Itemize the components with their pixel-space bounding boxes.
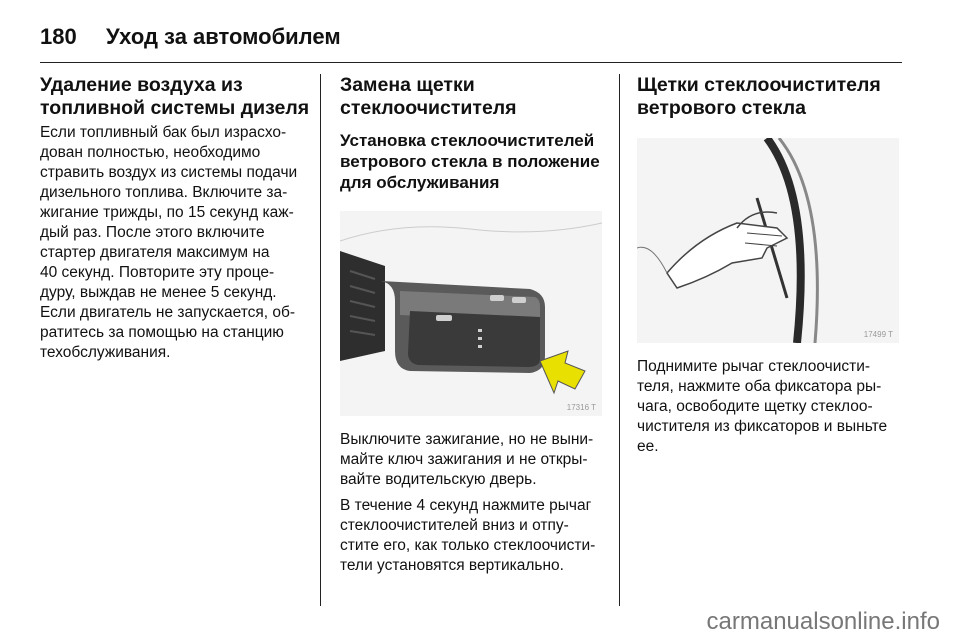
paragraph-press-lever: В течение 4 секунд нажмите рычаг стеклоочистителей вниз и отпу- стите его, как только стеклоочисти- тели установятся вертикально. [340,497,596,574]
heading-wiper-replacement: Замена щетки стеклоочистителя [340,74,517,119]
column-wiper-replacement [340,74,610,576]
wiper-blade-illustration [637,138,899,343]
page-header [40,22,341,52]
subheading-service-position: Установка стеклоочистителей ветрового стекла в положение для обслуживания [340,131,600,192]
paragraph-fuel-bleed: Если топливный бак был израсхо- дован полностью, необходимо стравить воздух из системы подачи дизельного топлива. Включите за- жигание трижды, по 15 секунд каж- дый раз. После этого включите стартер двигателя максимум на 40 секунд. Повторите эту проце- дуру, выждав не менее 5 секунд. Если двигатель не запускается, об- ратитесь за помощью на станцию техобслуживания. [40,124,298,361]
figure-code: 17316 T [566,403,596,412]
watermark: carmanualsonline.info [706,608,940,635]
column-divider [619,74,620,606]
column-divider [320,74,321,606]
paragraph-ignition-off: Выключите зажигание, но не выни- майте ключ зажигания и не откры- вайте водительскую дверь. [340,431,594,488]
column-fuel-bleed [40,74,310,363]
figure-wiper-blade [637,138,899,343]
header-rule [40,62,902,63]
paragraph-lift-arm: Поднимите рычаг стеклоочисти- теля, нажмите оба фиксатора ры- чага, освободите щетку стеклоо- чистителя из фиксаторов и выньте ее. [637,358,888,455]
figure-code: 17499 T [863,330,893,339]
figure-wiper-lever [340,211,602,416]
section-title: Уход за автомобилем [106,24,341,49]
page-number: 180 [40,24,77,49]
heading-fuel-bleed: Удаление воздуха из топливной системы дизеля [40,74,310,119]
heading-windscreen-wipers: Щетки стеклоочистителя ветрового стекла [637,74,881,119]
wiper-lever-illustration [340,211,602,416]
column-windscreen-wipers [637,74,902,457]
